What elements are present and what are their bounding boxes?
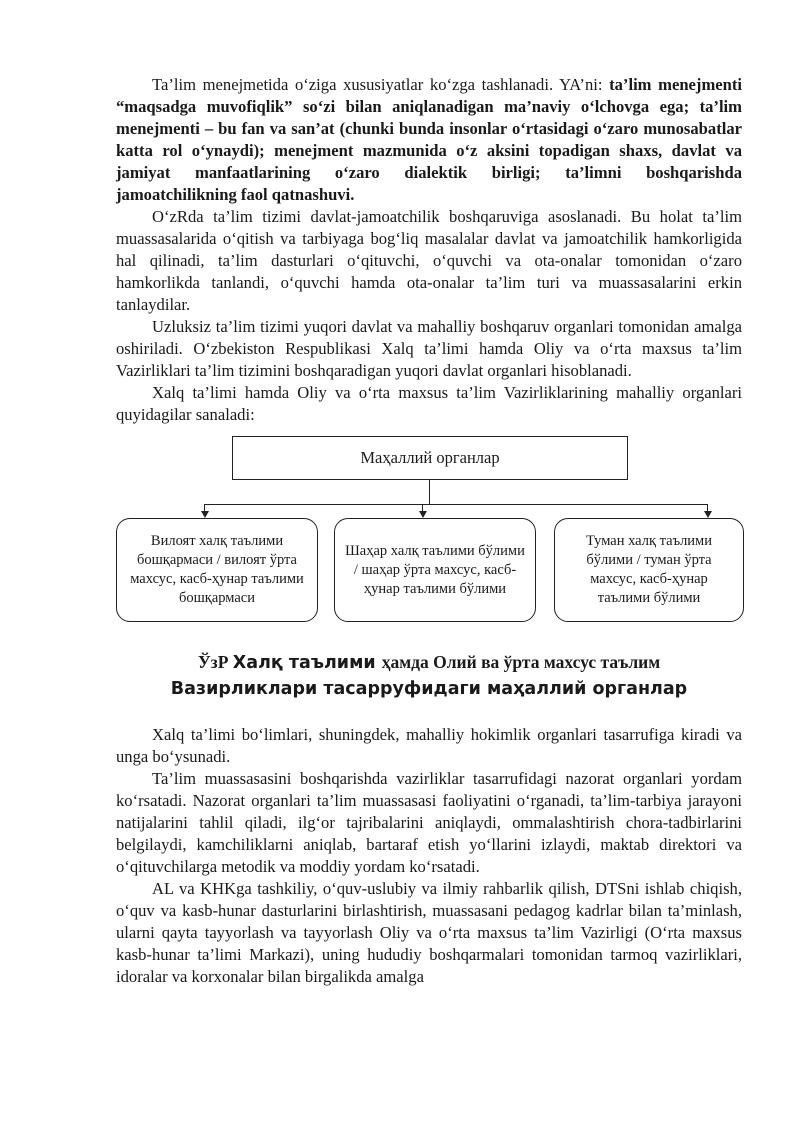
diagram-box-city: Шаҳар халқ таълими бўлими / шаҳар ўрта махсус, касб-ҳунар таълими бўлими <box>334 518 536 622</box>
caption-line-2: Вазирликлари тасарруфидаги маҳаллий органлар <box>170 679 688 699</box>
paragraph-7: AL va KHKga tashkiliy, o‘quv-uslubiy va ilmiy rahbarlik qilish, DTSni ishlab chiqish, o‘quv va kasb-hunar dasturlarini birlashtirish, muassasani pedagog kadrlar bilan ta’minlash, ularni qayta tayyorlash va tayyorlash Oliy va o‘rta maxsus ta’lim Vazirligi (O‘rta maxsus kasb-hunar ta’limi Markazi), uning hududiy boshqarmalari tomonidan tarmoq vazirliklari, idoralar va korxonalar bilan birgalikda amalga <box>116 879 742 986</box>
paragraph-6: Ta’lim muassasasini boshqarishda vazirliklar tasarrufidagi nazorat organlari yordam ko‘rsatadi. Nazorat organlari ta’lim muassasasi faoliyatini o‘rganadi, ta’lim-tarbiya jarayoni natijalarini tahlil qiladi, ilg‘or tajribalarini aniqlaydi, ommalashtirish chora-tadbirlarini belgilaydi, kamchiliklarni aniqlab, bartaraf etish yo‘llarini izlaydi, maktab direktori va o‘qituvchilarga metodik va moddiy yordam ko‘rsatadi. <box>116 769 742 876</box>
paragraph-3: Uzluksiz ta’lim tizimi yuqori davlat va mahalliy boshqaruv organlari tomonidan amalga oshiriladi. O‘zbekiston Respublikasi Xalq ta’limi hamda Oliy va o‘rta maxsus ta’lim Vazirliklari ta’lim tizimini boshqaradigan yuqori davlat organlari hisoblanadi. <box>116 317 742 380</box>
paragraph-4: Xalq ta’limi hamda Oliy va o‘rta maxsus ta’lim Vazirliklarining mahalliy organlari quyidagilar sanaladi: <box>116 383 742 424</box>
document-page <box>116 74 742 988</box>
arrow-down-icon <box>704 511 712 518</box>
org-diagram <box>116 436 742 641</box>
paragraph-1-plain: Ta’lim menejmetida o‘ziga xususiyatlar ko‘zga tashlanadi. YA’ni: <box>152 75 610 94</box>
arrow-down-icon <box>419 511 427 518</box>
paragraph-1 <box>116 74 742 206</box>
paragraph-2: O‘zRda ta’lim tizimi davlat-jamoatchilik boshqaruviga asoslanadi. Bu holat ta’lim muassasalarida o‘qitish va tarbiyaga bog‘liq masalalar davlat va jamoatchilik hamkorligida hal qilinadi, ta’lim dasturlari o‘qituvchi, o‘quvchi va ota-onalar tomonidan o‘zaro hamkorlikda tanlandi, o‘quvchi hamda ota-onalar ta’lim turi va muassasalarini erkin tanlaydilar. <box>116 207 742 314</box>
arrow-down-icon <box>201 511 209 518</box>
connector-vertical <box>429 480 430 505</box>
paragraph-1-bold: ta’lim menejmenti “maqsadga muvofiqlik” so‘zi bilan aniqlanadigan ma’naviy o‘lchovga ega; ta’lim menejmenti – bu fan va san’at (chunki bunda insonlar o‘rtasidagi o‘zaro munosabatlar katta rol o‘ynaydi); menejment mazmunida o‘z aksini topadigan shaxs, davlat va jamiyat manfaatlarining o‘zaro dialektik birligi; ta’limni boshqarishda jamoatchilikning faol qatnashuvi. <box>116 75 742 204</box>
diagram-box-region: Вилоят халқ таълими бошқармаси / вилоят ўрта махсус, касб-ҳунар таълими бошқармаси <box>116 518 318 622</box>
caption-line-1: ЎзР Халқ таълими ҳамда Олий ва ўрта махсус таълим <box>197 652 661 673</box>
diagram-box-district: Туман халқ таълими бўлими / туман ўрта махсус, касб-ҳунар таълими бўлими <box>554 518 744 622</box>
diagram-top-box: Маҳаллий органлар <box>232 436 628 480</box>
connector-horizontal <box>204 504 708 505</box>
diagram-caption <box>116 649 742 702</box>
paragraph-5: Xalq ta’limi bo‘limlari, shuningdek, mahalliy hokimlik organlari tasarrufiga kiradi va unga bo‘ysunadi. <box>116 725 742 766</box>
